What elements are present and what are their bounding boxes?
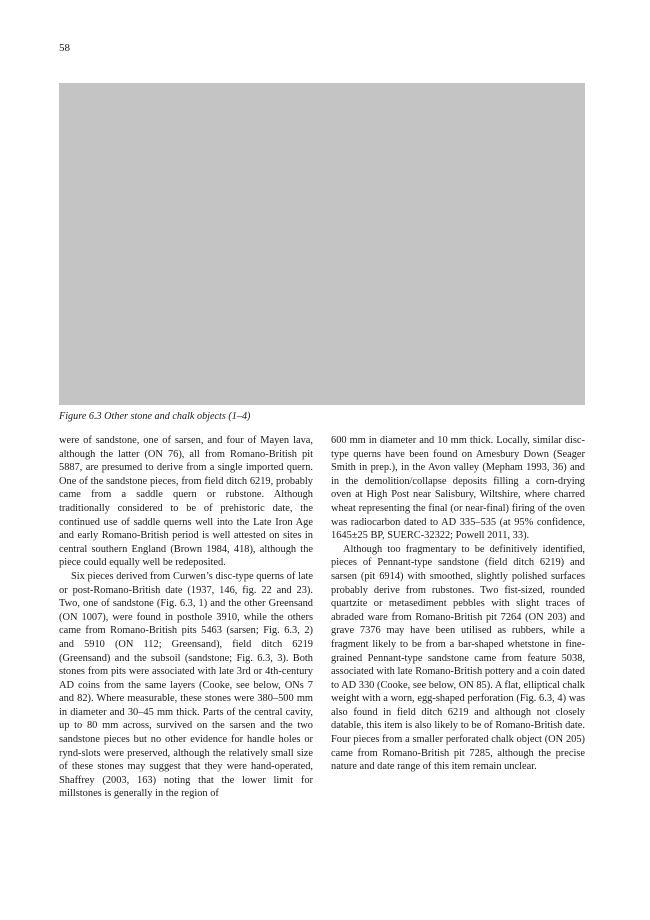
text-column-right xyxy=(331,434,585,774)
figure-caption: Figure 6.3 Other stone and chalk objects (1–4) xyxy=(59,411,251,422)
paragraph: Six pieces derived from Curwen’s disc-type querns of late or post-Romano-British date (1937, 146, fig. 22 and 23). Two, one of sandstone (Fig. 6.3, 1) and the other Greensand (ON 1007), were found in posthole 3910, while the others came from Romano-British pits 5463 (sarsen; Fig. 6.3, 2) and 5910 (ON 112; Greensand), field ditch 6219 (Greensand) and the subsoil (sandstone; Fig. 6.3, 3). Both stones from pits were associated with late 3rd or 4th-century AD coins from the same layers (Cooke, see below, ONs 7 and 82). Where measurable, these stones were 380–500 mm in diameter and 30–45 mm thick. Parts of the central cavity, up to 80 mm across, survived on the sarsen and the two sandstone pieces but no other evidence for handle holes or rynd-slots were preserved, although the relatively small size of these stones may suggest that they were hand-operated, Shaffrey (2003, 163) noting that the lower limit for millstones is generally in the region of xyxy=(59,570,313,800)
paragraph: Although too fragmentary to be definitively identified, pieces of Pennant-type sandstone (field ditch 6219) and sarsen (pit 6914) with smoothed, slightly polished surfaces probably derive from rubstones. Two fist-sized, rounded quartzite or metasediment pebbles with slight traces of abraded ware from Romano-British pit 7264 (ON 203) and grave 7376 may have been utilised as rubbers, while a fragment likely to be from a bar-shaped whetstone in fine-grained Pennant-type sandstone came from feature 5038, associated with late Romano-British pottery and a coin dated to AD 330 (Cooke, see below, ON 85). A flat, elliptical chalk weight with a worn, egg-shaped perforation (Fig. 6.3, 4) was also found in field ditch 6219 and although not closely datable, this item is also likely to be of Romano-British date. Four pieces from a smaller perforated chalk object (ON 205) came from Romano-British pit 7285, although the precise nature and date range of this item remain unclear. xyxy=(331,543,585,773)
paragraph: were of sandstone, one of sarsen, and four of Mayen lava, although the latter (ON 76), all from Romano-British pit 5887, are presumed to derive from a single imported quern. One of the sandstone pieces, from field ditch 6219, probably came from a saddle quern or rubstone. Although traditionally considered to be of prehistoric date, the continued use of saddle querns well into the Late Iron Age and early Romano-British period is well attested on sites in central southern England (Brown 1984, 418), although the piece could equally well be redeposited. xyxy=(59,435,313,569)
paragraph: 600 mm in diameter and 10 mm thick. Locally, similar disc-type querns have been found on Amesbury Down (Seager Smith in prep.), in the Avon valley (Mepham 1993, 36) and in the demolition/collapse deposits filling a corn-drying oven at High Post near Salisbury, Wiltshire, where charred wheat representing the final (or near-final) firing of the oven was radiocarbon dated to AD 335–535 (at 95% confidence, 1645±25 BP, SUERC-32322; Powell 2011, 33). xyxy=(331,435,585,542)
page-number: 58 xyxy=(59,42,70,54)
figure-image-placeholder xyxy=(59,83,585,405)
text-column-left xyxy=(59,434,313,801)
